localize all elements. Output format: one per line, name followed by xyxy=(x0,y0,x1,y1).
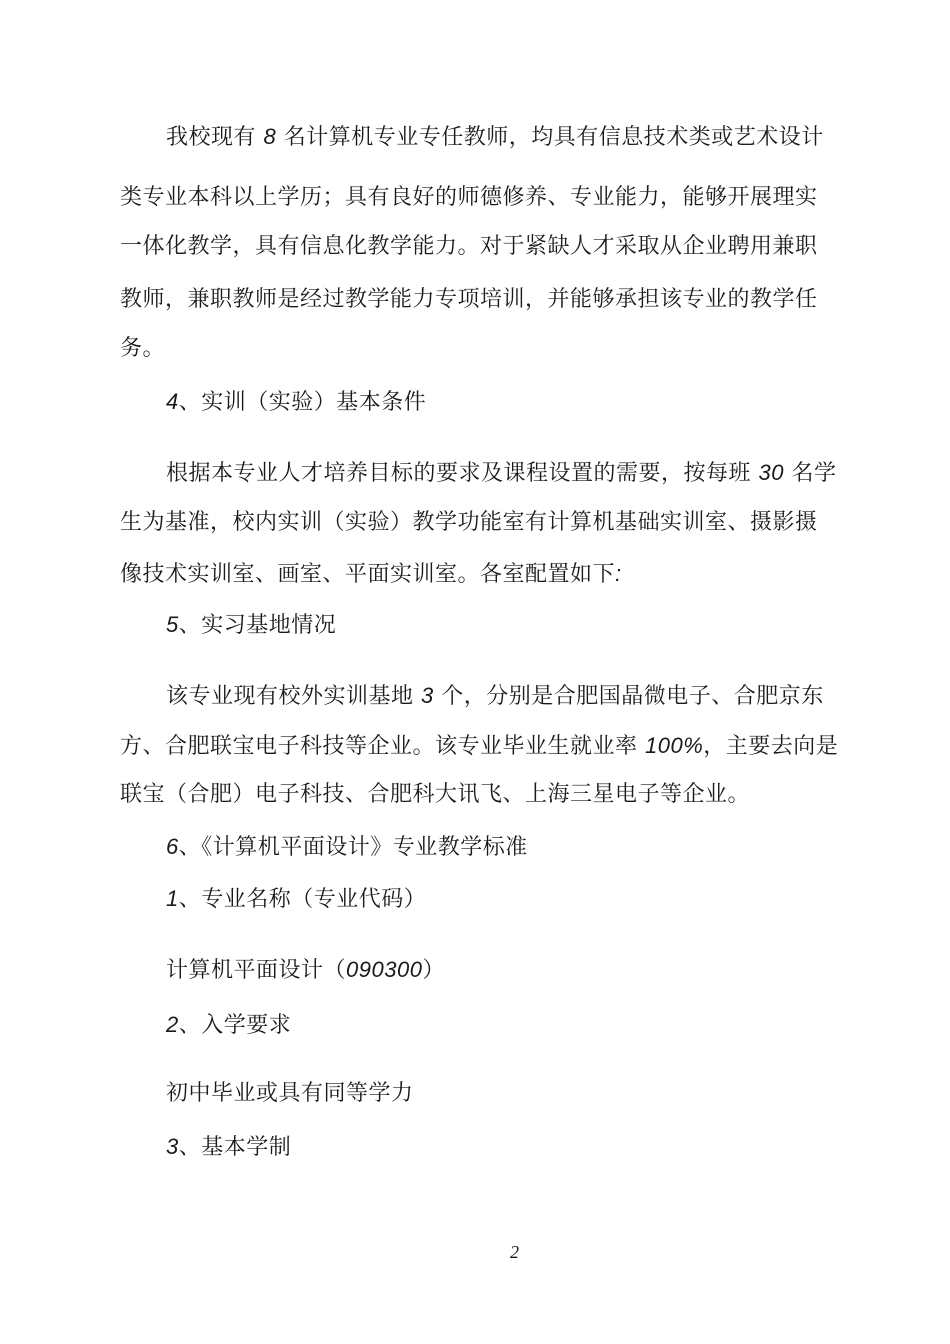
paragraph-line xyxy=(120,559,622,590)
subsection-value: 初中毕业或具有同等学力 xyxy=(166,1081,414,1106)
number-segment: 100% xyxy=(645,733,704,758)
heading-number: 5 xyxy=(166,612,179,637)
text-segment: 我校现有 xyxy=(166,125,264,150)
text-segment: 个，分别是合肥国晶微电子、合肥京东 xyxy=(433,684,824,709)
paragraph-line: 教师，兼职教师是经过教学能力专项培训，并能够承担该专业的教学任 xyxy=(120,287,818,312)
subsection-heading xyxy=(166,1132,291,1163)
heading-text: 、入学要求 xyxy=(178,1013,292,1038)
number-segment: 8 xyxy=(263,124,277,149)
text-segment: 该专业现有校外实训基地 xyxy=(166,684,421,709)
page-number: 2 xyxy=(510,1242,519,1262)
heading-text: 、实习基地情况 xyxy=(178,613,337,638)
text-segment: 计算机平面设计（ xyxy=(166,958,347,983)
number-segment: 3 xyxy=(421,683,434,708)
heading-text: 、专业名称（专业代码） xyxy=(178,887,427,912)
section-heading xyxy=(166,387,426,418)
paragraph-line xyxy=(120,731,838,762)
subsection-value xyxy=(166,955,445,986)
text-segment: ，主要去向是 xyxy=(703,734,839,759)
subsection-heading xyxy=(166,884,426,915)
number-segment: 090300 xyxy=(346,957,423,982)
paragraph-line: 一体化教学，具有信息化教学能力。对于紧缺人才采取从企业聘用兼职 xyxy=(120,234,818,259)
heading-text: 、基本学制 xyxy=(178,1135,292,1160)
section-heading xyxy=(166,610,336,641)
heading-text: 、实训（实验）基本条件 xyxy=(178,390,427,415)
heading-number: 4 xyxy=(166,389,179,414)
number-segment: 30 xyxy=(758,460,784,485)
subsection-heading xyxy=(166,1010,291,1041)
paragraph-line: 类专业本科以上学历；具有良好的师德修养、专业能力，能够开展理实 xyxy=(120,185,818,210)
text-segment: 根据本专业人才培养目标的要求及课程设置的需要，按每班 xyxy=(166,461,759,486)
heading-number: 1 xyxy=(166,886,179,911)
paragraph-line: 生为基准，校内实训（实验）教学功能室有计算机基础实训室、摄影摄 xyxy=(120,510,818,535)
paragraph-line xyxy=(166,681,824,712)
heading-text: 、《计算机平面设计》专业教学标准 xyxy=(178,835,528,860)
text-segment: ） xyxy=(422,958,445,983)
paragraph-line: 务。 xyxy=(120,336,166,361)
paragraph-line: 联宝（合肥）电子科技、合肥科大讯飞、上海三星电子等企业。 xyxy=(120,782,751,807)
paragraph-line xyxy=(166,458,836,489)
section-heading xyxy=(166,832,528,863)
heading-number: 3 xyxy=(166,1134,179,1159)
colon-segment: : xyxy=(615,561,622,586)
heading-number: 2 xyxy=(166,1012,179,1037)
paragraph-line xyxy=(166,122,824,153)
text-segment: 像技术实训室、画室、平面实训室。各室配置如下 xyxy=(120,562,616,587)
text-segment: 方、合肥联宝电子科技等企业。该专业毕业生就业率 xyxy=(120,734,645,759)
heading-number: 6 xyxy=(166,834,179,859)
text-segment: 名学 xyxy=(783,461,837,486)
text-segment: 名计算机专业专任教师，均具有信息技术类或艺术设计 xyxy=(276,125,824,150)
